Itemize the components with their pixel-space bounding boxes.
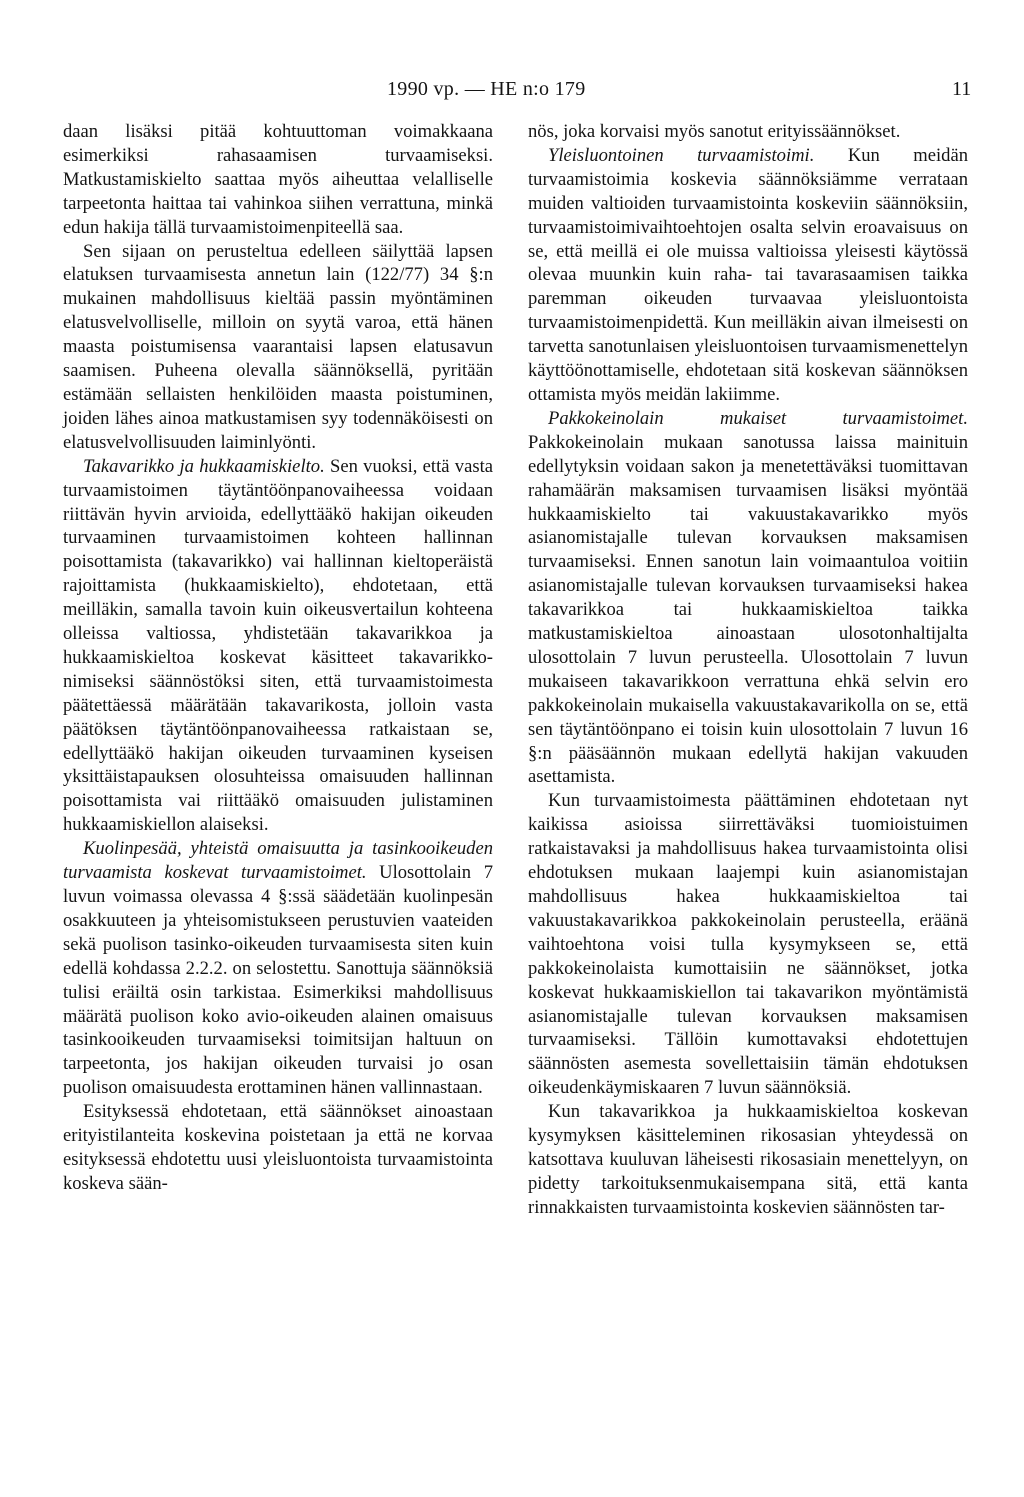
page-header xyxy=(0,74,1024,104)
paragraph: Takavarikko ja hukkaamiskielto. Sen vuoksi, että vasta turvaamistoimen täytäntöönpanovaiheessa voidaan riittävän hyvin arvioida, edellyttääkö hakijan oikeuden turvaaminen turvaamistoimen kohteen hallinnan poisottamista (takavarikko) vai hallinnan kieltoperäistä rajoittamista (hukkaamiskielto), ehdotetaan, että meilläkin, samalla tavoin kuin oikeusvertailun kohteena olleissa valtiossa, yhdistetään takavarikkoa ja hukkaamiskieltoa koskevat käsitteet takavarikko-nimiseksi säännöstöksi siten, että turvaamistoimesta päätettäessä määrätään takavarikosta, jolloin vasta päätöksen täytäntöönpanovaiheessa ratkaistaan se, edellyttääkö hakijan oikeuden turvaaminen kyseisen yksittäistapauksen olosuhteissa omaisuuden hallinnan poisottamista vai riittääkö omaisuuden julistaminen hukkaamiskiellon alaiseksi. xyxy=(63,455,493,836)
paragraph: Yleisluontoinen turvaamistoimi. Kun meidän turvaamistoimia koskevia säännöksiämme verrataan muiden valtioiden turvaamistointa koskeviin säännöksiin, turvaamistoimivaihtoehtojen osalta selvin eroavaisuus on se, että meillä ei ole muissa valtioissa yleisesti käytössä olevaa muunkin kuin raha- tai tavarasaamisen taikka paremman oikeuden turvaavaa yleisluontoista turvaamistoimenpidettä. Kun meilläkin aivan ilmeisesti on tarvetta sanotunlaisen yleisluontoisen turvaamismenettelyn käyttöönottamiselle, ehdotetaan sitä koskevan säännöksen ottamista myös meidän lakiimme. xyxy=(528,144,968,405)
left-column xyxy=(63,120,493,1196)
paragraph-heading: Kuolinpesää, yhteistä omaisuutta ja tasinkooikeuden turvaamista koskevat turvaamistoimet. xyxy=(63,838,493,884)
paragraph: Sen sijaan on perusteltua edelleen säilyttää lapsen elatuksen turvaamisesta annetun lain (122/77) 34 §:n mukainen mahdollisuus kieltää passin myöntäminen elatusvelvolliselle, milloin on syytä varoa, että hänen maasta poistumisensa vaarantaisi lapsen elatusavun saamisen. Puheena olevalla säännöksellä, pyritään estämään sellaisten henkilöiden maasta poistuminen, joiden lähes ainoa matkustamisen syy todennäköisesti on elatusvelvollisuuden laiminlyönti. xyxy=(63,240,493,453)
page-number: 11 xyxy=(952,78,972,100)
paragraph: Esityksessä ehdotetaan, että säännökset ainoastaan erityistilanteita koskevina poistetaan ja että ne korvaa esityksessä ehdotettu uusi yleisluontoista turvaamistointa koskeva sään- xyxy=(63,1101,493,1194)
paragraph-heading: Yleisluontoinen turvaamistoimi. xyxy=(548,144,815,166)
paragraph: Kun turvaamistoimesta päättäminen ehdotetaan nyt kaikissa asioissa siirrettäväksi tuomioistuimen ratkaistavaksi ja mahdollisuus hakea turvaamistointa olisi ehdotuksen mukaan laajempi kuin asianomistajan mahdollisuus hakea hukkaamiskieltoa tai vakuustakavarikkoa pakkokeinolain perusteella, eräänä vaihtoehtona voisi tulla kysymykseen se, että pakkokeinolaista kumottaisiin ne säännökset, jotka koskevat hukkaamiskiellon tai takavarikon myöntämistä asianomistajalle tulevan korvauksen maksamisen turvaamiseksi. Tällöin kumottavaksi ehdotettujen säännösten asemesta sovellettaisiin tämän ehdotuksen oikeudenkäymiskaaren 7 luvun säännöksiä. xyxy=(528,790,968,1099)
paragraph: Kuolinpesää, yhteistä omaisuutta ja tasinkooikeuden turvaamista koskevat turvaamistoimet. Ulosottolain 7 luvun voimassa olevassa 4 §:ssä säädetään kuolinpesän osakkuuteen ja yhteisomistukseen perustuvien vaateiden sekä puolison tasinko-oikeuden turvaamisesta siten kuin edellä kohdassa 2.2.2. on selostettu. Sanottuja säännöksiä tulisi eräiltä osin tarkistaa. Esimerkiksi mahdollisuus määrätä puolison koko avio-oikeuden alainen omaisuus tasinkooikeuden turvaamiseksi toimitsijan haltuun on tarpeetonta, jos hakijan oikeuden turvaisi jo osan puolison omaisuudesta erottaminen hänen vallinnastaan. xyxy=(63,838,493,1099)
paragraph: Pakkokeinolain mukaiset turvaamistoimet. Pakkokeinolain mukaan sanotussa laissa mainituin edellytyksin voidaan sakon ja menetettäväksi tuomittavan rahamäärän maksamisen turvaamisen lisäksi myöntää hukkaamiskielto tai vakuustakavarikko myös asianomistajalle tulevan korvauksen maksamisen turvaamiseksi. Ennen sanotun lain voimaantuloa voitiin asianomistajalle tulevan korvauksen turvaamiseksi hakea takavarikkoa tai hukkaamiskieltoa taikka matkustamiskieltoa ainoastaan ulosotonhaltijalta ulosottolain 7 luvun perusteella. Ulosottolain 7 luvun mukaiseen takavarikkoon verrattuna ehkä selvin ero pakkokeinolain mukaisella vakuustakavarikolla on se, että sen täytäntöönpano ei toisin kuin ulosottolain 7 luvun 16 §:n pääsäännön mukaan edellytä hakijan vakuuden asettamista. xyxy=(528,407,968,788)
running-title: 1990 vp. — HE n:o 179 xyxy=(387,78,586,100)
right-column xyxy=(528,120,968,1220)
paragraph: nös, joka korvaisi myös sanotut erityissäännökset. xyxy=(528,121,901,142)
paragraph: daan lisäksi pitää kohtuuttoman voimakkaana esimerkiksi rahasaamisen turvaamiseksi. Matkustamiskielto saattaa myös aiheuttaa velalliselle tarpeetonta haittaa tai vahinkoa siihen verrattuna, minkä edun hakija tällä turvaamistoimenpiteellä saa. xyxy=(63,121,493,238)
paragraph-heading: Pakkokeinolain mukaiset turvaamistoimet. xyxy=(548,407,968,429)
paragraph-heading: Takavarikko ja hukkaamiskielto. xyxy=(83,455,325,477)
paragraph: Kun takavarikkoa ja hukkaamiskieltoa koskevan kysymyksen käsitteleminen rikosasian yhteydessä on katsottava kuuluvan läheisesti rikosasiain menettelyyn, on pidetty tarkoituksenmukaisempana sitä, että kanta rinnakkaisten turvaamistointa koskevien säännösten tar- xyxy=(528,1101,968,1218)
